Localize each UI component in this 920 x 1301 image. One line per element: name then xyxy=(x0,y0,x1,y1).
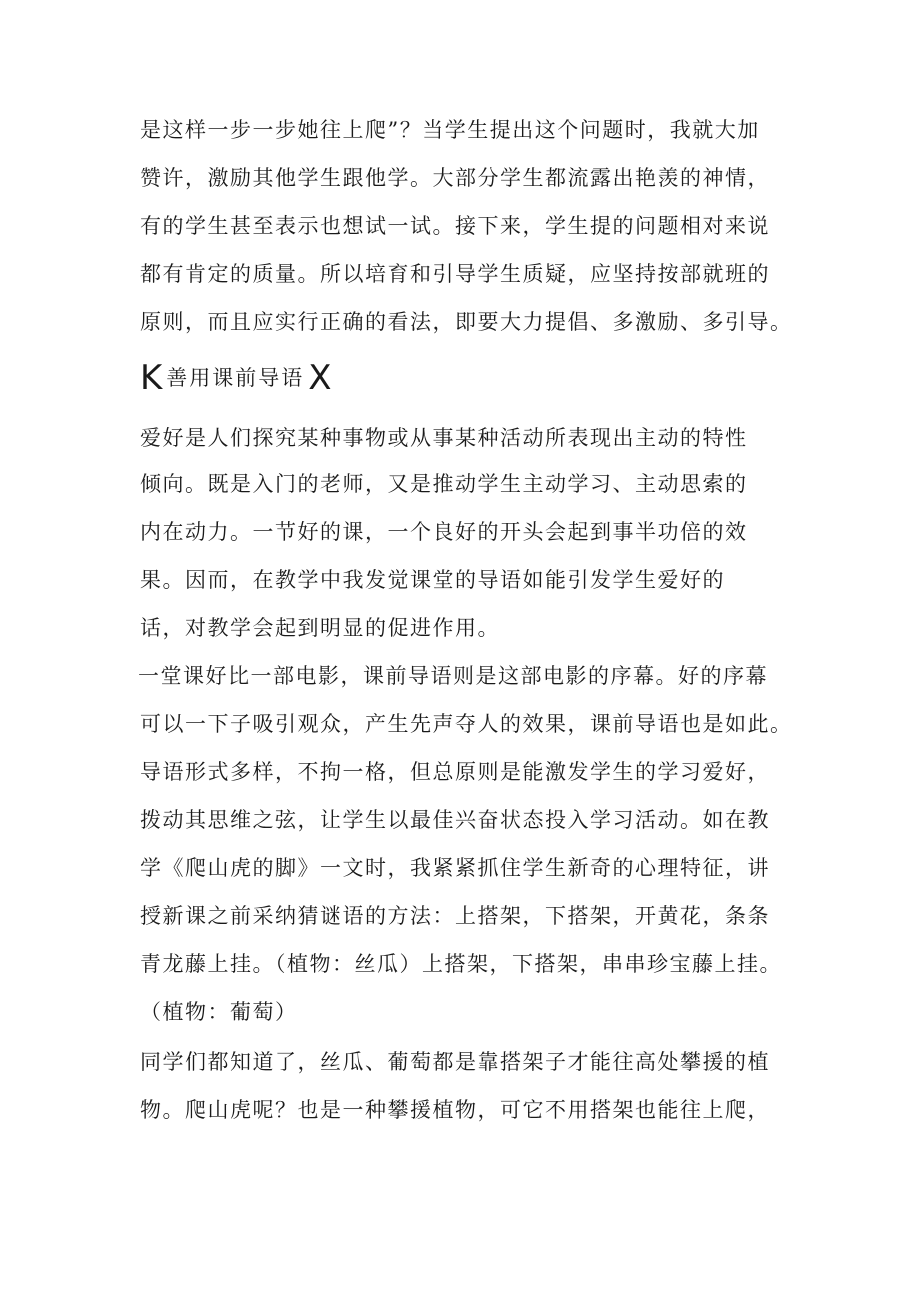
paragraph-line: 一堂课好比一部电影，课前导语则是这部电影的序幕。好的序幕 xyxy=(138,664,768,688)
paragraph-line: 拨动其思维之弦，让学生以最佳兴奋状态投入学习活动。如在教 xyxy=(140,808,770,832)
paragraph-line: 同学们都知道了，丝瓜、葡萄都是靠搭架子才能往高处攀援的植 xyxy=(140,1050,770,1074)
paragraph-line: （植物：葡萄） xyxy=(140,1000,298,1024)
heading-text: 善用课前导语 xyxy=(166,366,305,390)
paragraph-line: 爱好是人们探究某种事物或从事某种活动所表现出主动的特性 xyxy=(140,426,748,450)
section-heading xyxy=(140,358,332,398)
paragraph-line: 原则，而且应实行正确的看法，即要大力提倡、多激励、多引导。 xyxy=(140,310,793,334)
paragraph-line: 可以一下子吸引观众，产生先声夺人的效果，课前导语也是如此。 xyxy=(140,712,793,736)
paragraph-line: 青龙藤上挂。（植物：丝瓜）上搭架，下搭架，串串珍宝藤上挂。 xyxy=(140,952,782,976)
paragraph-line: 都有肯定的质量。所以培育和引导学生质疑，应坚持按部就班的 xyxy=(140,262,770,286)
paragraph-line: 授新课之前采纳猜谜语的方法：上搭架，下搭架，开黄花，条条 xyxy=(140,904,770,928)
paragraph-line: 导语形式多样，不拘一格，但总原则是能激发学生的学习爱好， xyxy=(140,760,770,784)
paragraph-line: 是这样一步一步她往上爬”？当学生提出这个问题时，我就大加 xyxy=(140,118,760,142)
paragraph-line: 物。爬山虎呢？也是一种攀援植物，可它不用搭架也能往上爬， xyxy=(140,1098,770,1122)
paragraph-line: 有的学生甚至表示也想试一试。接下来，学生提的问题相对来说 xyxy=(140,214,770,238)
paragraph-line: 内在动力。一节好的课，一个良好的开头会起到事半功倍的效 xyxy=(140,520,748,544)
heading-prefix: K xyxy=(140,358,163,398)
paragraph-line: 话，对教学会起到明显的促进作用。 xyxy=(140,616,500,640)
paragraph-line: 倾向。既是入门的老师，又是推动学生主动学习、主动思索的 xyxy=(140,472,748,496)
heading-suffix: X xyxy=(308,358,332,398)
paragraph-line: 果。因而，在教学中我发觉课堂的导语如能引发学生爱好的 xyxy=(140,568,725,592)
paragraph-line: 学《爬山虎的脚》一文时，我紧紧抓住学生新奇的心理特征，讲 xyxy=(140,856,770,880)
paragraph-line: 赞许，激励其他学生跟他学。大部分学生都流露出艳羡的神情， xyxy=(140,166,770,190)
